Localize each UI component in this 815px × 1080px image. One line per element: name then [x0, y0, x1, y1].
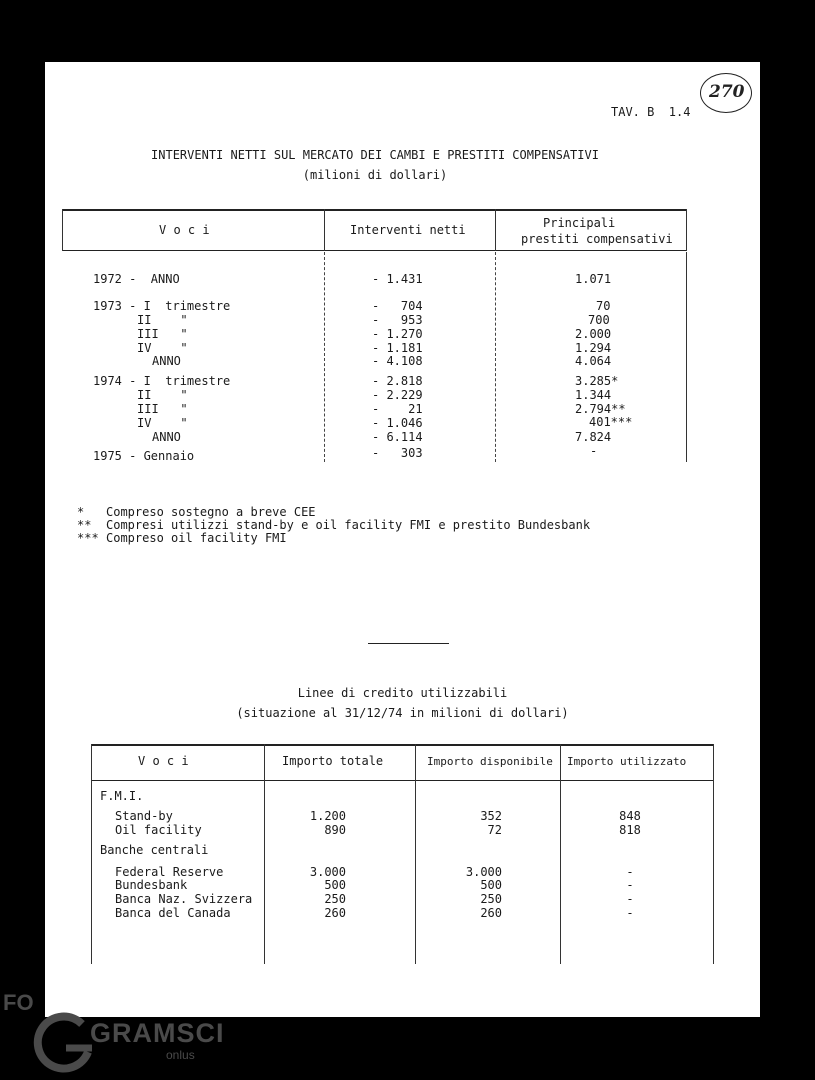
table2-row-label: Banca del Canada [115, 906, 231, 920]
table1-header-prestiti-line2: prestiti compensativi [521, 232, 673, 246]
table1-row-label: 1975 - Gennaio [93, 449, 195, 463]
table1-row-prestiti: 2.794** [575, 402, 626, 416]
footnote-text: Compreso sostegno a breve CEE [106, 505, 316, 519]
table2-header-voci: V o c i [138, 754, 189, 768]
table2-row-disponibile: 250 [480, 892, 502, 906]
table1-row-prestiti: 1.344 [575, 388, 612, 402]
table2-row-label: Oil facility [115, 823, 202, 837]
footnote-mark: * [77, 505, 85, 519]
table1-row-interventi: - 2.229 [372, 388, 423, 402]
table1-row-interventi: - 4.108 [372, 354, 423, 368]
footnote-text: Compreso oil facility FMI [106, 531, 287, 545]
table1-header-rule [62, 250, 686, 251]
watermark-suffix: onlus [166, 1048, 195, 1062]
table1-row-prestiti: 2.000 [575, 327, 612, 341]
table2-row-disponibile: 3.000 [465, 865, 502, 879]
table2-title: Linee di credito utilizzabili [297, 686, 508, 700]
table2-header-utilizzato: Importo utilizzato [567, 755, 687, 768]
table2-col-divider [264, 744, 265, 964]
table1-row-interventi: - 1.270 [372, 327, 423, 341]
table1-row-label: III " [137, 327, 188, 341]
table1-row-label: II " [137, 313, 188, 327]
table2-row-totale: 500 [324, 878, 346, 892]
table2-row-disponibile: 500 [480, 878, 502, 892]
table1-title: INTERVENTI NETTI SUL MERCATO DEI CAMBI E PRESTITI COMPENSATIVI [151, 148, 599, 162]
table2-row-totale: 250 [324, 892, 346, 906]
table2-col-divider [415, 744, 416, 964]
table1-col-divider [495, 209, 496, 251]
table1-row-label: 1972 - ANNO [93, 272, 180, 286]
table2-row-utilizzato: - [626, 878, 634, 892]
table1-header-voci: V o c i [159, 223, 210, 237]
table2-row-label: Federal Reserve [115, 865, 224, 879]
footnote-text: Compresi utilizzi stand-by e oil facility FMI e prestito Bundesbank [106, 518, 591, 532]
table1-subtitle: (milioni di dollari) [302, 168, 448, 182]
table1-row-interventi: - 1.431 [372, 272, 423, 286]
table1-row-label: II " [137, 388, 188, 402]
stamp-number: 270 [709, 82, 745, 102]
table2-row-label: Stand-by [115, 809, 173, 823]
watermark-name: GRAMSCI [90, 1018, 225, 1048]
table2-row-label: Banca Naz. Svizzera [115, 892, 253, 906]
table1-col-divider [495, 252, 496, 462]
archive-stamp [700, 73, 752, 113]
table1-row-label: III " [137, 402, 188, 416]
table2-header-totale: Importo totale [282, 754, 384, 768]
table1-row-label: IV " [137, 416, 188, 430]
table2-group-fmi: F.M.I. [100, 789, 144, 803]
table1-col-divider [324, 209, 325, 251]
table2-row-label: Bundesbank [115, 878, 188, 892]
table2-row-totale: 1.200 [309, 809, 346, 823]
table2-row-disponibile: 72 [487, 823, 502, 837]
table2-header-disponibile: Importo disponibile [427, 755, 553, 768]
table2-top-rule [91, 744, 713, 746]
table1-row-prestiti: 401*** [589, 415, 633, 429]
table2-row-totale: 260 [324, 906, 346, 920]
table1-row-prestiti: 7.824 [575, 430, 612, 444]
table1-col-divider [324, 252, 325, 462]
table1-row-interventi: - 6.114 [372, 430, 423, 444]
footnote-mark: ** [77, 518, 92, 532]
table1-header-prestiti-line1: Principali [543, 216, 616, 230]
table1-left-border [62, 209, 63, 251]
table1-top-rule [62, 209, 686, 211]
table1-row-interventi: - 2.818 [372, 374, 423, 388]
table-reference: TAV. B 1.4 [611, 105, 691, 119]
table1-row-label: ANNO [152, 430, 181, 444]
table2-row-disponibile: 352 [480, 809, 502, 823]
footnote-mark: *** [77, 531, 99, 545]
table1-row-prestiti: 1.071 [575, 272, 612, 286]
table2-row-utilizzato: - [626, 865, 634, 879]
table2-row-utilizzato: - [626, 906, 634, 920]
table2-left-border [91, 744, 92, 964]
table2-row-utilizzato: 848 [619, 809, 641, 823]
table1-right-border [686, 252, 687, 462]
table1-row-prestiti: 700 [588, 313, 610, 327]
watermark-left-text: FO [3, 990, 34, 1015]
table1-row-interventi: - 303 [372, 446, 423, 460]
table2-row-totale: 890 [324, 823, 346, 837]
table1-row-prestiti: - [590, 444, 598, 458]
table1-row-label: 1974 - I trimestre [93, 374, 231, 388]
table2-subtitle: (situazione al 31/12/74 in milioni di dollari) [236, 706, 569, 720]
table1-row-prestiti: 3.285* [575, 374, 619, 388]
table2-row-disponibile: 260 [480, 906, 502, 920]
table2-group-banche: Banche centrali [100, 843, 209, 857]
table1-row-label: ANNO [152, 354, 181, 368]
table1-row-prestiti: 1.294 [575, 341, 612, 355]
table2-right-border [713, 744, 714, 964]
table2-row-utilizzato: - [626, 892, 634, 906]
table1-row-interventi: - 1.181 [372, 341, 423, 355]
table2-col-divider [560, 744, 561, 964]
table1-row-label: IV " [137, 341, 188, 355]
section-separator [368, 643, 449, 644]
table1-row-interventi: - 704 [372, 299, 423, 313]
table2-row-utilizzato: 818 [619, 823, 641, 837]
table1-row-interventi: - 21 [372, 402, 423, 416]
table2-header-rule [91, 780, 713, 781]
table1-row-interventi: - 1.046 [372, 416, 423, 430]
table1-header-interventi: Interventi netti [350, 223, 466, 237]
table1-right-border [686, 209, 687, 251]
table1-row-prestiti: 4.064 [575, 354, 612, 368]
table2-row-totale: 3.000 [309, 865, 346, 879]
table1-row-label: 1973 - I trimestre [93, 299, 231, 313]
table1-row-interventi: - 953 [372, 313, 423, 327]
table1-row-prestiti: 70 [596, 299, 611, 313]
